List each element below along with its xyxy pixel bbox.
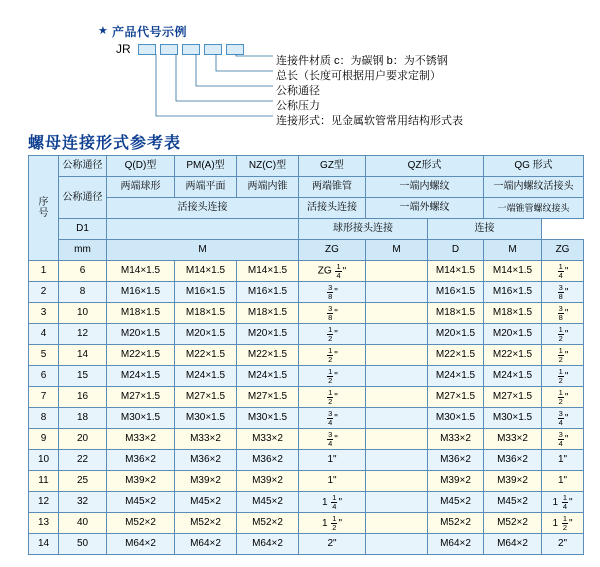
cell-gz: $\frac{1}{2}$ "	[299, 387, 366, 408]
cell-qd: M64×2	[107, 534, 175, 555]
cell-qz-m	[366, 303, 428, 324]
cell-qz-d: M33×2	[428, 429, 484, 450]
table-row	[29, 429, 584, 450]
header-qg-thread: 一端锥管螺纹接头	[484, 198, 584, 219]
cell-dn: 18	[59, 408, 107, 429]
cell-gz: 1 $\frac{1}{4}$ "	[299, 492, 366, 513]
cell-gz: $\frac{3}{4}$ "	[299, 408, 366, 429]
cell-qz-m	[366, 492, 428, 513]
cell-qg-zg: $\frac{1}{2}$ "	[542, 387, 584, 408]
cell-nz: M20×1.5	[237, 324, 299, 345]
header-gz-sub: 两端锥管	[299, 177, 366, 198]
cell-pm: M27×1.5	[175, 387, 237, 408]
table-row	[29, 534, 584, 555]
cell-qd: M52×2	[107, 513, 175, 534]
cell-gz: $\frac{1}{2}$ "	[299, 345, 366, 366]
cell-seq: 9	[29, 429, 59, 450]
cell-qg-m: M16×1.5	[484, 282, 542, 303]
cell-qg-zg: 1 $\frac{1}{2}$ "	[542, 513, 584, 534]
cell-gz: ZG $\frac{1}{4}$ "	[299, 261, 366, 282]
cell-qz-d: M39×2	[428, 471, 484, 492]
cell-qz-d: M36×2	[428, 450, 484, 471]
header-group-nz: NZ(C)型	[237, 156, 299, 177]
table-header-row-3	[29, 198, 584, 219]
table-header-row-5	[29, 240, 584, 261]
header-group-pm: PM(A)型	[175, 156, 237, 177]
cell-gz: $\frac{1}{2}$ "	[299, 324, 366, 345]
header-connection: 连接	[428, 219, 542, 240]
cell-pm: M20×1.5	[175, 324, 237, 345]
cell-qd: M24×1.5	[107, 366, 175, 387]
table-row	[29, 345, 584, 366]
header-dn: 公称通径	[59, 156, 107, 177]
cell-nz: M45×2	[237, 492, 299, 513]
cell-dn: 16	[59, 387, 107, 408]
cell-qd: M22×1.5	[107, 345, 175, 366]
header-qd-sub: 两端球形	[107, 177, 175, 198]
header-union-connection-gz: 活接头连接	[299, 198, 366, 219]
legend-item-length: 总长（长度可根据用户要求定制）	[276, 70, 441, 82]
page-title: 螺母连接形式参考表	[28, 135, 182, 152]
table-row	[29, 387, 584, 408]
cell-pm: M39×2	[175, 471, 237, 492]
cell-qg-m: M64×2	[484, 534, 542, 555]
cell-nz: M27×1.5	[237, 387, 299, 408]
cell-qz-m	[366, 324, 428, 345]
cell-qg-m: M14×1.5	[484, 261, 542, 282]
cell-qg-m: M45×2	[484, 492, 542, 513]
header-group-gz: GZ型	[299, 156, 366, 177]
header-seq-char: 序	[38, 196, 49, 208]
cell-qg-zg: 2"	[542, 534, 584, 555]
cell-gz: $\frac{1}{2}$ "	[299, 366, 366, 387]
cell-dn: 8	[59, 282, 107, 303]
cell-qg-m: M18×1.5	[484, 303, 542, 324]
header-qz-thread: 一端外螺纹	[366, 198, 484, 219]
cell-gz: 2"	[299, 534, 366, 555]
header-seq-char: 号	[38, 208, 49, 219]
cell-qg-zg: $\frac{1}{4}$ "	[542, 261, 584, 282]
cell-qz-d: M27×1.5	[428, 387, 484, 408]
cell-nz: M22×1.5	[237, 345, 299, 366]
cell-gz: 1"	[299, 450, 366, 471]
cell-nz: M52×2	[237, 513, 299, 534]
header-unit-qz-d: D	[428, 240, 484, 261]
cell-qg-zg: 1"	[542, 471, 584, 492]
cell-qg-m: M30×1.5	[484, 408, 542, 429]
legend-item-nominal-diameter: 公称通径	[276, 85, 320, 97]
cell-seq: 3	[29, 303, 59, 324]
cell-dn: 50	[59, 534, 107, 555]
cell-nz: M33×2	[237, 429, 299, 450]
cell-dn: 14	[59, 345, 107, 366]
legend-item-connection-type: 连接形式：见金属软管常用结构形式表	[276, 115, 463, 127]
cell-qz-d: M22×1.5	[428, 345, 484, 366]
cell-qg-m: M33×2	[484, 429, 542, 450]
table-row	[29, 492, 584, 513]
cell-dn: 40	[59, 513, 107, 534]
table-body	[29, 261, 584, 555]
cell-qz-m	[366, 513, 428, 534]
cell-qz-d: M52×2	[428, 513, 484, 534]
cell-nz: M24×1.5	[237, 366, 299, 387]
cell-nz: M64×2	[237, 534, 299, 555]
cell-pm: M64×2	[175, 534, 237, 555]
cell-gz: 1 $\frac{1}{2}$ "	[299, 513, 366, 534]
cell-pm: M16×1.5	[175, 282, 237, 303]
cell-qg-zg: $\frac{3}{8}$ "	[542, 303, 584, 324]
cell-seq: 6	[29, 366, 59, 387]
cell-qd: M36×2	[107, 450, 175, 471]
cell-gz: $\frac{3}{8}$ "	[299, 282, 366, 303]
cell-qz-m	[366, 429, 428, 450]
cell-gz: $\frac{3}{4}$ "	[299, 429, 366, 450]
header-qz-sub: 一端内螺纹	[366, 177, 484, 198]
cell-pm: M30×1.5	[175, 408, 237, 429]
table-row	[29, 513, 584, 534]
cell-qg-m: M27×1.5	[484, 387, 542, 408]
cell-qd: M39×2	[107, 471, 175, 492]
header-union-connection: 活接头连接	[107, 198, 299, 219]
header-group-qz: QZ形式	[366, 156, 484, 177]
cell-qz-d: M16×1.5	[428, 282, 484, 303]
header-ball-connection: 球形接头连接	[299, 219, 428, 240]
header-blank-1	[107, 219, 299, 240]
cell-qz-m	[366, 345, 428, 366]
cell-qz-d: M24×1.5	[428, 366, 484, 387]
cell-gz: 1"	[299, 471, 366, 492]
cell-seq: 2	[29, 282, 59, 303]
cell-qz-m	[366, 282, 428, 303]
cell-nz: M14×1.5	[237, 261, 299, 282]
cell-dn: 22	[59, 450, 107, 471]
table-row	[29, 324, 584, 345]
cell-qg-zg: 1"	[542, 450, 584, 471]
table-row	[29, 366, 584, 387]
cell-nz: M36×2	[237, 450, 299, 471]
cell-qz-m	[366, 408, 428, 429]
cell-qd: M18×1.5	[107, 303, 175, 324]
cell-qd: M16×1.5	[107, 282, 175, 303]
cell-pm: M18×1.5	[175, 303, 237, 324]
cell-qz-d: M45×2	[428, 492, 484, 513]
table-row	[29, 408, 584, 429]
header-pm-sub: 两端平面	[175, 177, 237, 198]
cell-dn: 20	[59, 429, 107, 450]
cell-qg-m: M52×2	[484, 513, 542, 534]
star-icon: ★	[98, 25, 108, 37]
cell-qg-m: M24×1.5	[484, 366, 542, 387]
cell-qg-zg: $\frac{1}{2}$ "	[542, 345, 584, 366]
cell-qz-d: M64×2	[428, 534, 484, 555]
cell-qz-m	[366, 387, 428, 408]
cell-pm: M36×2	[175, 450, 237, 471]
header-unit-qz-m: M	[366, 240, 428, 261]
cell-seq: 14	[29, 534, 59, 555]
cell-seq: 8	[29, 408, 59, 429]
product-code-legend	[0, 0, 600, 127]
cell-seq: 7	[29, 387, 59, 408]
cell-qg-zg: $\frac{3}{8}$ "	[542, 282, 584, 303]
legend-item-material: 连接件材质 c：为碳钢 b：为不锈钢	[276, 55, 448, 67]
header-group-qg: QG 形式	[484, 156, 584, 177]
cell-qz-d: M18×1.5	[428, 303, 484, 324]
header-unit-m: M	[107, 240, 299, 261]
cell-nz: M39×2	[237, 471, 299, 492]
cell-qz-m	[366, 471, 428, 492]
code-prefix: JR	[116, 42, 131, 56]
table-header-row-4	[29, 219, 584, 240]
cell-seq: 5	[29, 345, 59, 366]
cell-qd: M27×1.5	[107, 387, 175, 408]
cell-seq: 4	[29, 324, 59, 345]
table-header-row-2	[29, 177, 584, 198]
cell-qz-m	[366, 366, 428, 387]
cell-pm: M14×1.5	[175, 261, 237, 282]
cell-qg-zg: $\frac{3}{4}$ "	[542, 408, 584, 429]
cell-pm: M24×1.5	[175, 366, 237, 387]
nut-connection-table-wrap	[28, 155, 573, 555]
header-unit-qg-m: M	[484, 240, 542, 261]
legend-title: 产品代号示例	[112, 25, 188, 39]
cell-pm: M45×2	[175, 492, 237, 513]
cell-dn: 32	[59, 492, 107, 513]
cell-seq: 10	[29, 450, 59, 471]
nut-connection-table	[28, 155, 584, 555]
header-unit-zg: ZG	[299, 240, 366, 261]
cell-qd: M33×2	[107, 429, 175, 450]
cell-seq: 13	[29, 513, 59, 534]
cell-qz-m	[366, 534, 428, 555]
cell-qd: M14×1.5	[107, 261, 175, 282]
cell-pm: M22×1.5	[175, 345, 237, 366]
header-group-qd: Q(D)型	[107, 156, 175, 177]
cell-qz-d: M30×1.5	[428, 408, 484, 429]
cell-nz: M18×1.5	[237, 303, 299, 324]
cell-seq: 12	[29, 492, 59, 513]
cell-qz-d: M20×1.5	[428, 324, 484, 345]
header-seq	[29, 156, 59, 261]
table-row	[29, 282, 584, 303]
header-d1: D1	[59, 219, 107, 240]
table-row	[29, 261, 584, 282]
cell-qg-zg: 1 $\frac{1}{4}$ "	[542, 492, 584, 513]
cell-dn: 6	[59, 261, 107, 282]
header-unit-mm: mm	[59, 240, 107, 261]
table-row	[29, 471, 584, 492]
cell-qg-m: M22×1.5	[484, 345, 542, 366]
header-qg-sub: 一端内螺纹活接头	[484, 177, 584, 198]
cell-qg-zg: $\frac{1}{2}$ "	[542, 366, 584, 387]
cell-gz: $\frac{3}{8}$ "	[299, 303, 366, 324]
cell-dn: 15	[59, 366, 107, 387]
cell-nz: M30×1.5	[237, 408, 299, 429]
header-dn-sub: 公称通径	[59, 177, 107, 219]
table-header-row-1	[29, 156, 584, 177]
header-nz-sub: 两端内锥	[237, 177, 299, 198]
cell-qg-m: M39×2	[484, 471, 542, 492]
cell-dn: 10	[59, 303, 107, 324]
cell-seq: 1	[29, 261, 59, 282]
cell-dn: 12	[59, 324, 107, 345]
cell-pm: M33×2	[175, 429, 237, 450]
table-head	[29, 156, 584, 261]
table-row	[29, 450, 584, 471]
cell-qg-zg: $\frac{1}{2}$ "	[542, 324, 584, 345]
cell-qd: M20×1.5	[107, 324, 175, 345]
header-unit-qg-zg: ZG	[542, 240, 584, 261]
cell-qg-zg: $\frac{3}{4}$ "	[542, 429, 584, 450]
cell-nz: M16×1.5	[237, 282, 299, 303]
cell-qg-m: M20×1.5	[484, 324, 542, 345]
table-row	[29, 303, 584, 324]
cell-qd: M30×1.5	[107, 408, 175, 429]
cell-pm: M52×2	[175, 513, 237, 534]
cell-qd: M45×2	[107, 492, 175, 513]
cell-qz-d: M14×1.5	[428, 261, 484, 282]
cell-seq: 11	[29, 471, 59, 492]
legend-item-nominal-pressure: 公称压力	[276, 100, 320, 112]
cell-qg-m: M36×2	[484, 450, 542, 471]
cell-qz-m	[366, 261, 428, 282]
cell-qz-m	[366, 450, 428, 471]
cell-dn: 25	[59, 471, 107, 492]
